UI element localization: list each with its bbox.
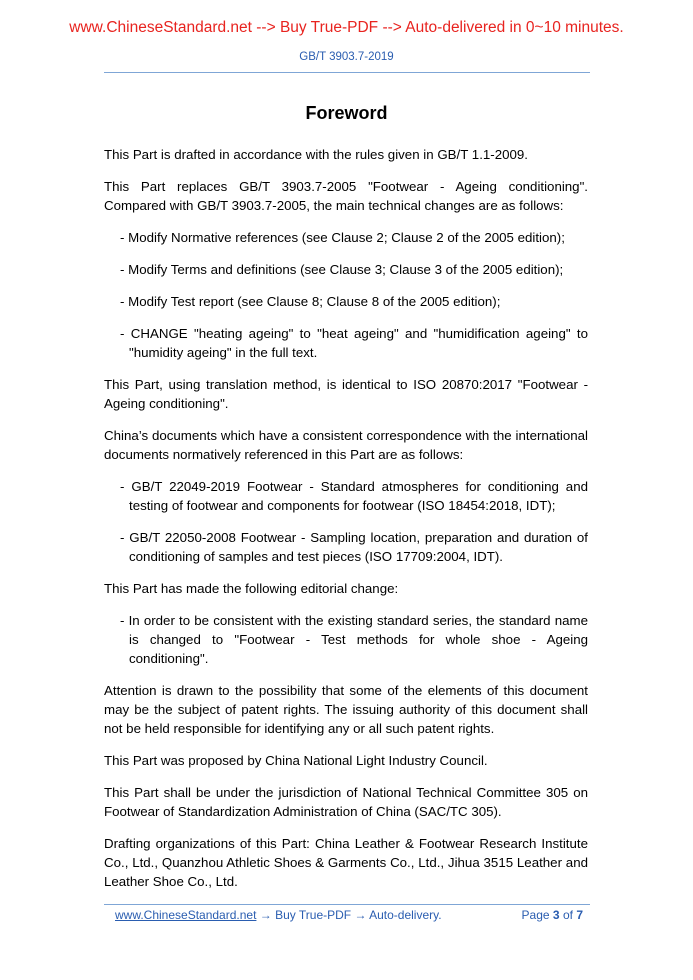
paragraph-proposed: This Part was proposed by China National Light Industry Council. (104, 753, 488, 768)
document-body (104, 145, 588, 904)
page-indicator (522, 907, 583, 923)
page-title: Foreword (305, 103, 388, 123)
paragraph-correspondence: China’s documents which have a consistent correspondence with the international documents normatively referenced in this Part are as follows: (104, 428, 588, 462)
page-label: Page (521, 908, 550, 922)
of-label: of (562, 908, 573, 922)
paragraph-editorial: This Part has made the following editorial change: (104, 581, 399, 596)
change-item: - CHANGE "heating ageing" to "heat ageing" and "humidification ageing" to "humidity ageing" in the full text. (120, 326, 588, 360)
paragraph-drafting-orgs: Drafting organizations of this Part: China Leather & Footwear Research Institute Co., Ltd., Quanzhou Athletic Shoes & Garments Co., Ltd., Jihua 3515 Leather and Leather Shoe Co., Ltd. (104, 836, 588, 889)
editorial-item: - In order to be consistent with the existing standard series, the standard name is changed to "Footwear - Test methods for whole shoe - Ageing conditioning". (120, 613, 588, 666)
paragraph-jurisdiction: This Part shall be under the jurisdiction of National Technical Committee 305 on Footwear of Standardization Administration of China (SAC/TC 305). (104, 785, 588, 819)
footer-divider (104, 904, 590, 905)
paragraph-identical: This Part, using translation method, is identical to ISO 20870:2017 "Footwear - Ageing conditioning". (104, 377, 588, 411)
footer-site-link[interactable]: www.ChineseStandard.net (115, 908, 257, 922)
top-banner[interactable]: www.ChineseStandard.net --> Buy True-PDF --> Auto-delivered in 0~10 minutes. (69, 19, 624, 36)
paragraph-patent: Attention is drawn to the possibility that some of the elements of this document may be the subject of patent rights. The issuing authority of this document shall not be held responsible for identifying any or all such patent rights. (104, 683, 588, 736)
change-item: - Modify Terms and definitions (see Clause 3; Clause 3 of the 2005 edition); (120, 262, 564, 277)
document-code: GB/T 3903.7-2019 (299, 51, 394, 63)
change-item: - Modify Test report (see Clause 8; Clause 8 of the 2005 edition); (120, 294, 501, 309)
page-footer (115, 907, 585, 923)
reference-item: - GB/T 22049-2019 Footwear - Standard atmospheres for conditioning and testing of footwear and components for footwear (ISO 18454:2018, IDT); (120, 479, 588, 513)
change-item: - Modify Normative references (see Clause 2; Clause 2 of the 2005 edition); (120, 230, 565, 245)
page-number: 3 (552, 908, 560, 922)
total-pages: 7 (576, 908, 583, 922)
footer-tagline: → Buy True-PDF → Auto-delivery. (256, 908, 442, 922)
paragraph-replaces: This Part replaces GB/T 3903.7-2005 "Footwear - Ageing conditioning". Compared with GB/T 3903.7-2005, the main technical changes are as follows: (104, 179, 588, 213)
paragraph-drafting-rules: This Part is drafted in accordance with the rules given in GB/T 1.1-2009. (104, 147, 528, 162)
header-divider (104, 72, 590, 73)
reference-item: - GB/T 22050-2008 Footwear - Sampling location, preparation and duration of conditioning of samples and test pieces (ISO 17709:2004, IDT). (120, 530, 588, 564)
